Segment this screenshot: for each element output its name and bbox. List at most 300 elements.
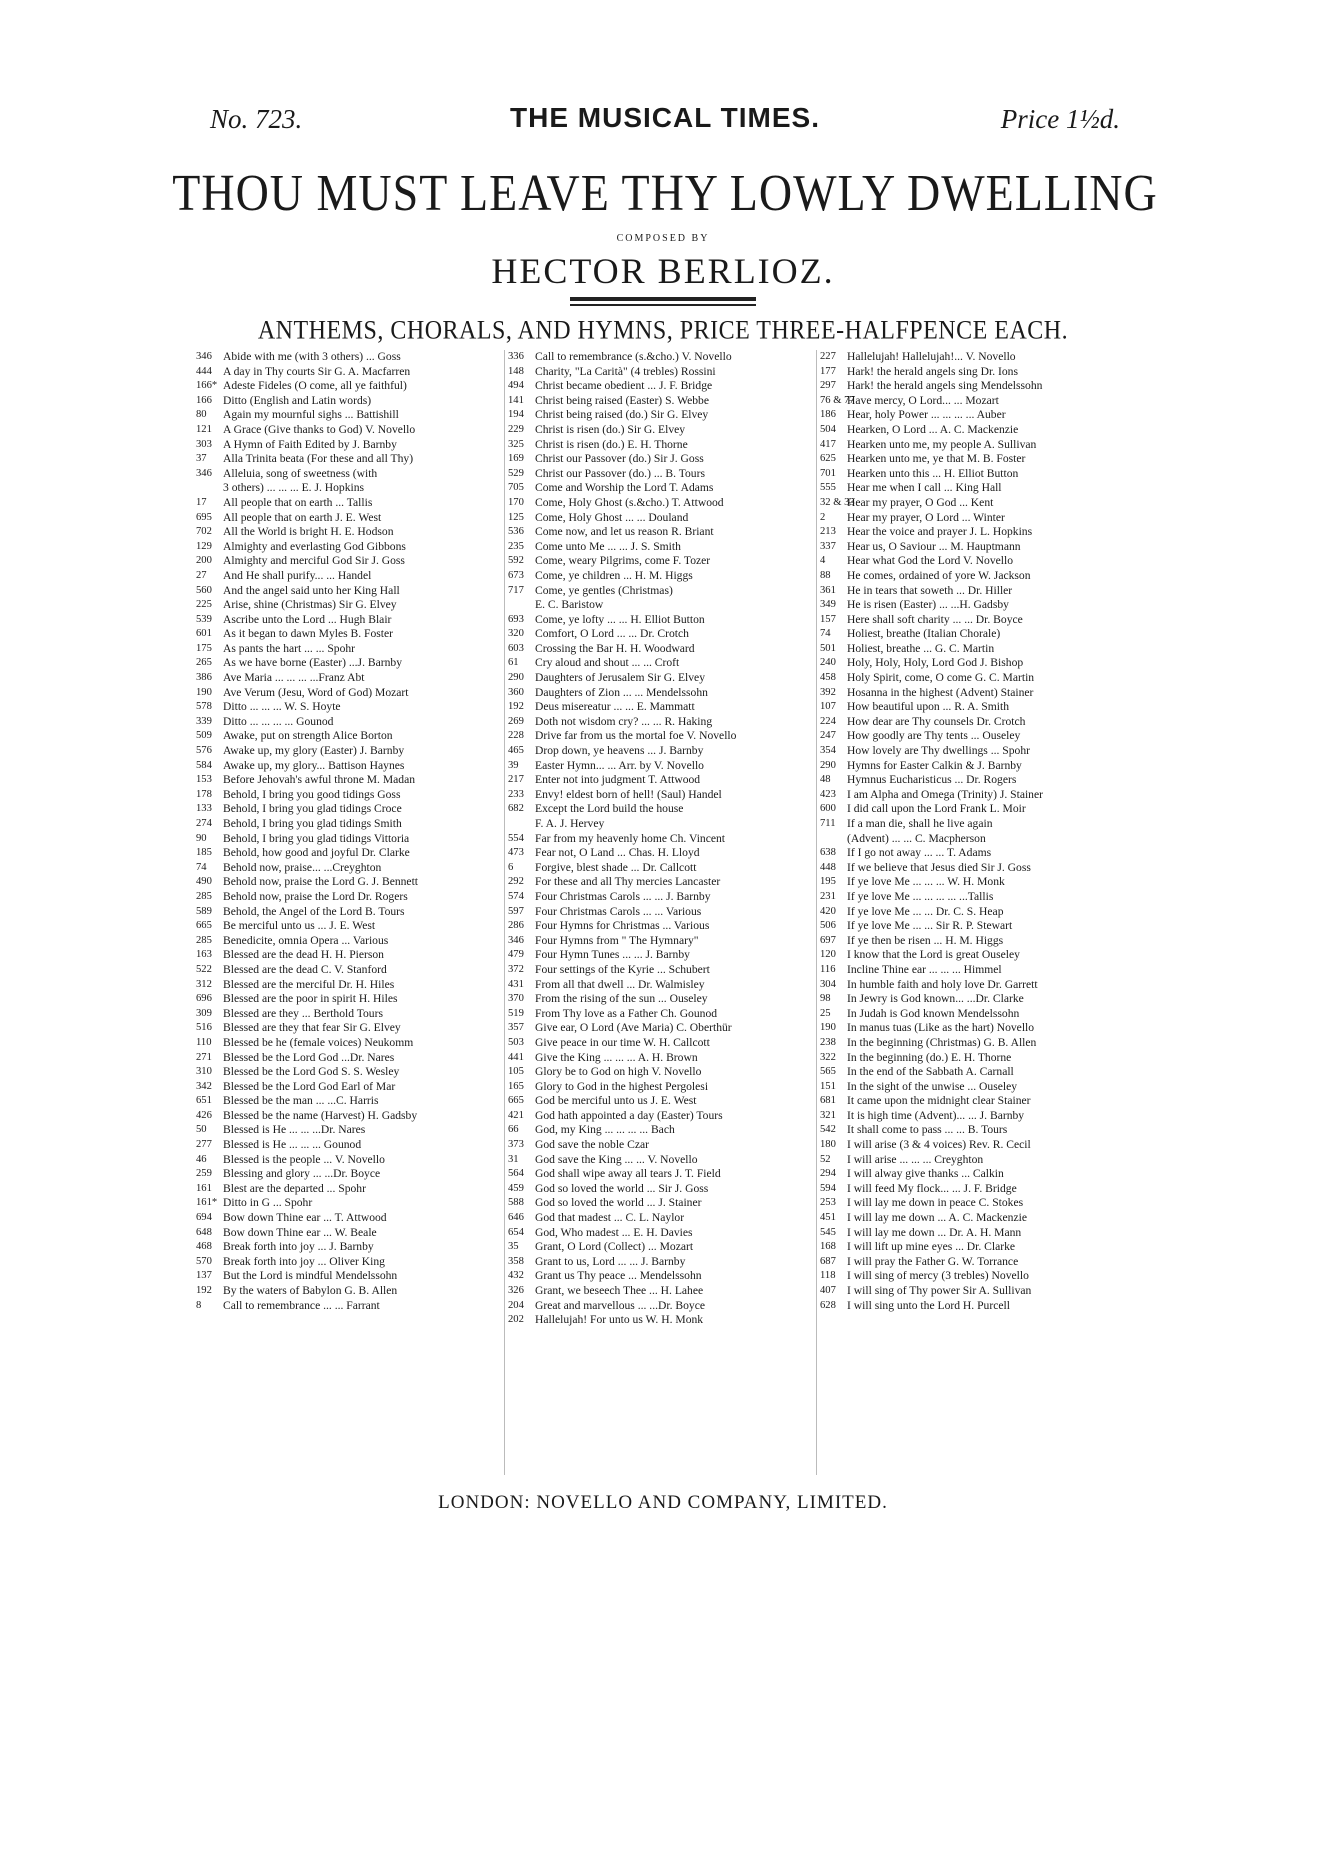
catalogue-entry (508, 1153, 814, 1168)
catalogue-entry (196, 773, 502, 788)
catalogue-entry (820, 642, 1128, 657)
catalogue-title: But the Lord is mindful Mendelssohn (223, 1269, 398, 1283)
catalogue-entry (196, 846, 502, 861)
catalogue-title: Awake up, my glory (Easter) J. Barnby (223, 744, 405, 758)
catalogue-number: 555 (820, 482, 836, 494)
catalogue-entry (196, 1094, 502, 1109)
catalogue-number: 578 (196, 701, 212, 713)
catalogue-number: 501 (820, 642, 836, 654)
catalogue-entry (508, 992, 814, 1007)
column-divider (816, 350, 817, 1475)
catalogue-title: Envy! eldest born of hell! (Saul) Handel (535, 787, 722, 801)
catalogue-number: 50 (196, 1124, 207, 1136)
catalogue-number: 169 (508, 453, 524, 465)
catalogue-entry (508, 598, 814, 613)
catalogue-title: How goodly are Thy tents ... Ouseley (847, 729, 1021, 743)
catalogue-title: Doth not wisdom cry? ... ... R. Haking (535, 714, 713, 728)
catalogue-entry (508, 1094, 814, 1109)
catalogue-entry (508, 1299, 814, 1314)
catalogue-title: Blessed is He ... ... ...Dr. Nares (223, 1123, 366, 1137)
catalogue-number: 98 (820, 993, 831, 1005)
catalogue-title: Far from my heavenly home Ch. Vincent (535, 831, 726, 845)
catalogue-number: 603 (508, 642, 524, 654)
catalogue-number: 80 (196, 409, 207, 421)
catalogue-title: Holiest, breathe (Italian Chorale) (847, 627, 1001, 641)
catalogue-entry (196, 729, 502, 744)
catalogue-entry (196, 642, 502, 657)
catalogue-number: 153 (196, 774, 212, 786)
catalogue-entry (508, 511, 814, 526)
catalogue-entry (508, 1255, 814, 1270)
catalogue-number: 277 (196, 1139, 212, 1151)
catalogue-number: 180 (820, 1139, 836, 1151)
catalogue-entry (508, 350, 814, 365)
catalogue-number: 31 (508, 1153, 519, 1165)
catalogue-number: 407 (820, 1285, 836, 1296)
catalogue-number: 665 (508, 1095, 524, 1107)
catalogue-number: 386 (196, 672, 212, 684)
catalogue-title: Hearken unto this ... H. Elliot Button (847, 466, 1019, 480)
catalogue-title: I will sing of mercy (3 trebles) Novello (847, 1269, 1029, 1283)
catalogue-title: I will lay me down ... A. C. Mackenzie (847, 1211, 1027, 1225)
catalogue-number: 392 (820, 686, 836, 698)
catalogue-entry (820, 613, 1128, 628)
catalogue-number: 465 (508, 745, 524, 757)
catalogue-title: All the World is bright H. E. Hodson (223, 525, 394, 539)
catalogue-title: Daughters of Zion ... ... Mendelssohn (535, 685, 708, 699)
divider-thick (570, 297, 756, 301)
catalogue-entry (508, 978, 814, 993)
catalogue-title: Here shall soft charity ... ... Dr. Boyce (847, 612, 1023, 626)
catalogue-entry (508, 569, 814, 584)
catalogue-title: Call to remembrance ... ... Farrant (223, 1298, 380, 1312)
catalogue-title: Christ our Passover (do.) ... B. Tours (535, 466, 705, 480)
catalogue-title: Break forth into joy ... Oliver King (223, 1254, 385, 1268)
catalogue-title: Glory be to God on high V. Novello (535, 1065, 702, 1079)
catalogue-title: He comes, ordained of yore W. Jackson (847, 568, 1031, 582)
catalogue-entry (196, 1123, 502, 1138)
catalogue-number: 178 (196, 788, 212, 800)
catalogue-number (508, 598, 535, 613)
catalogue-entry (820, 700, 1128, 715)
catalogue-number: 490 (196, 876, 212, 888)
catalogue-title: God, my King ... ... ... ... Bach (535, 1123, 675, 1137)
catalogue-title: Holiest, breathe ... G. C. Martin (847, 641, 995, 655)
catalogue-entry (196, 802, 502, 817)
catalogue-title: Easter Hymn... ... Arr. by V. Novello (535, 758, 704, 772)
catalogue-entry (820, 759, 1128, 774)
catalogue-title: Ditto (English and Latin words) (223, 393, 372, 407)
catalogue-number: 432 (508, 1270, 524, 1282)
catalogue-number: 192 (508, 701, 524, 713)
catalogue-entry (820, 1299, 1128, 1314)
catalogue-entry (196, 1167, 502, 1182)
catalogue-number: 290 (508, 672, 524, 684)
catalogue-number: 693 (508, 613, 524, 625)
catalogue-title: Give ear, O Lord (Ave Maria) C. Oberthür (535, 1021, 732, 1035)
catalogue-entry (196, 350, 502, 365)
divider-thin (570, 304, 756, 306)
catalogue-entry (820, 452, 1128, 467)
catalogue-number: 227 (820, 351, 836, 362)
catalogue-entry (196, 890, 502, 905)
catalogue-entry (196, 569, 502, 584)
catalogue-number: 120 (820, 949, 836, 961)
catalogue-entry (196, 584, 502, 599)
catalogue-title: Have mercy, O Lord... ... Mozart (847, 393, 999, 407)
catalogue-title: Hark! the herald angels sing Dr. Ions (847, 364, 1018, 378)
catalogue-entry (508, 934, 814, 949)
catalogue-number: 274 (196, 818, 212, 829)
catalogue-title: Blessed are the poor in spirit H. Hiles (223, 992, 398, 1006)
catalogue-title: Come, ye lofty ... ... H. Elliot Button (535, 612, 705, 626)
catalogue-title: Come and Worship the Lord T. Adams (535, 481, 714, 495)
column-divider (504, 350, 505, 1475)
catalogue-title: God so loved the world ... J. Stainer (535, 1196, 702, 1210)
catalogue-title: Call to remembrance (s.&cho.) V. Novello (535, 350, 732, 363)
catalogue-number: 52 (820, 1153, 831, 1165)
catalogue-entry (196, 1065, 502, 1080)
catalogue-title: A Hymn of Faith Edited by J. Barnby (223, 437, 397, 451)
catalogue-title: Hymns for Easter Calkin & J. Barnby (847, 758, 1022, 772)
catalogue-number: 701 (820, 467, 836, 479)
catalogue-entry (508, 1211, 814, 1226)
catalogue-title: God save the King ... ... V. Novello (535, 1152, 698, 1166)
catalogue-title: Hear what God the Lord V. Novello (847, 554, 1014, 568)
catalogue-title: Come unto Me ... ... J. S. Smith (535, 539, 681, 553)
catalogue-title: Behold, I bring you glad tidings Croce (223, 802, 402, 816)
catalogue-title: Hallelujah! For unto us W. H. Monk (535, 1313, 704, 1327)
catalogue-entry (196, 700, 502, 715)
catalogue-entry (820, 1211, 1128, 1226)
catalogue-title: Four Hymns for Christmas ... Various (535, 919, 710, 933)
catalogue-entry (508, 671, 814, 686)
catalogue-number: 360 (508, 686, 524, 698)
catalogue-entry (196, 1226, 502, 1241)
catalogue-entry (508, 1313, 814, 1328)
catalogue-number: 542 (820, 1124, 836, 1136)
catalogue-title: A Grace (Give thanks to God) V. Novello (223, 422, 416, 436)
catalogue-title: Break forth into joy ... J. Barnby (223, 1240, 374, 1254)
catalogue-title: Christ is risen (do.) E. H. Thorne (535, 437, 688, 451)
catalogue-entry (196, 379, 502, 394)
catalogue-title: Come, Holy Ghost ... ... Douland (535, 510, 689, 524)
catalogue-number: 638 (820, 847, 836, 859)
catalogue-entry (508, 1109, 814, 1124)
catalogue-number: 6 (508, 861, 514, 873)
catalogue-number: 694 (196, 1212, 212, 1224)
catalogue-number: 588 (508, 1197, 524, 1209)
catalogue-title: Grant, O Lord (Collect) ... Mozart (535, 1240, 694, 1254)
catalogue-number: 161* (196, 1197, 218, 1209)
catalogue-title: All people that on earth ... Tallis (223, 495, 373, 509)
catalogue-number: 370 (508, 993, 524, 1005)
catalogue-title: Benedicite, omnia Opera ... Various (223, 933, 389, 947)
catalogue-number: 564 (508, 1168, 524, 1180)
catalogue-title: If ye love Me ... ... Sir R. P. Stewart (847, 919, 1013, 933)
catalogue-entry (820, 919, 1128, 934)
catalogue-number: 373 (508, 1139, 524, 1151)
catalogue-title: Incline Thine ear ... ... ... Himmel (847, 962, 1002, 976)
catalogue-entry (508, 496, 814, 511)
catalogue-entry (508, 613, 814, 628)
catalogue-title: And He shall purify... ... Handel (223, 568, 372, 582)
catalogue-title: I will alway give thanks ... Calkin (847, 1167, 1004, 1181)
catalogue-entry (820, 948, 1128, 963)
catalogue-number: 560 (196, 584, 212, 596)
catalogue-number: 66 (508, 1124, 519, 1136)
catalogue-number: 322 (820, 1051, 836, 1063)
catalogue-title: Grant, we beseech Thee ... H. Lahee (535, 1284, 704, 1297)
catalogue-number: 337 (820, 540, 836, 552)
catalogue-number: 271 (196, 1051, 212, 1063)
catalogue-number: 121 (196, 423, 212, 435)
catalogue-number (820, 832, 847, 847)
catalogue-title: From all that dwell ... Dr. Walmisley (535, 977, 705, 991)
catalogue-title: F. A. J. Hervey (535, 817, 605, 830)
catalogue-title: It is high time (Advent)... ... J. Barnby (847, 1108, 1025, 1122)
catalogue-title: All people that on earth J. E. West (223, 510, 382, 524)
catalogue-number: 417 (820, 438, 836, 450)
catalogue-entry (508, 394, 814, 409)
catalogue-entry (196, 759, 502, 774)
catalogue-entry (196, 467, 502, 482)
catalogue-title: Blessed be the man ... ...C. Harris (223, 1094, 379, 1108)
catalogue-entry (196, 686, 502, 701)
catalogue-entry (820, 1065, 1128, 1080)
catalogue-title: If we believe that Jesus died Sir J. Goss (847, 860, 1031, 874)
catalogue-number: 509 (196, 730, 212, 742)
catalogue-title: Ditto ... ... ... W. S. Hoyte (223, 700, 341, 714)
catalogue-entry (196, 948, 502, 963)
catalogue-title: Four settings of the Kyrie ... Schubert (535, 962, 710, 976)
catalogue-number: 594 (820, 1182, 836, 1194)
catalogue-number: 285 (196, 934, 212, 946)
catalogue-entry (196, 511, 502, 526)
catalogue-entry (820, 978, 1128, 993)
catalogue-entry (508, 1284, 814, 1299)
catalogue-title: Blessed are they ... Berthold Tours (223, 1006, 383, 1020)
catalogue-title: In manus tuas (Like as the hart) Novello (847, 1021, 1035, 1035)
catalogue-title: Christ became obedient ... J. F. Bridge (535, 379, 713, 393)
catalogue-entry (196, 540, 502, 555)
catalogue-title: Alla Trinita beata (For these and all Thy) (223, 452, 414, 466)
catalogue-title: Blest are the departed ... Spohr (223, 1181, 366, 1195)
catalogue-number: 681 (820, 1095, 836, 1107)
catalogue-number: 426 (196, 1109, 212, 1121)
catalogue-entry (820, 1051, 1128, 1066)
issue-number: No. 723. (210, 104, 303, 134)
catalogue-entry (508, 1240, 814, 1255)
catalogue-number: 48 (820, 774, 831, 786)
catalogue-title: Hearken unto me, ye that M. B. Foster (847, 452, 1026, 466)
catalogue-entry (196, 1007, 502, 1022)
catalogue-entry (820, 1269, 1128, 1284)
catalogue-title: Ditto ... ... ... ... Gounod (223, 714, 334, 728)
catalogue-number: 190 (820, 1022, 836, 1034)
catalogue-number: 516 (196, 1022, 212, 1034)
catalogue-title: Comfort, O Lord ... ... Dr. Crotch (535, 627, 689, 641)
catalogue-title: I did call upon the Lord Frank L. Moir (847, 802, 1026, 816)
catalogue-number: 312 (196, 978, 212, 990)
catalogue-entry (820, 1255, 1128, 1270)
catalogue-entry (820, 1123, 1128, 1138)
catalogue-number: 565 (820, 1066, 836, 1078)
catalogue-entry (196, 438, 502, 453)
catalogue-number: 346 (196, 467, 212, 479)
catalogue-entry (508, 963, 814, 978)
catalogue-title: Ascribe unto the Lord ... Hugh Blair (223, 612, 392, 626)
catalogue-number (196, 481, 223, 496)
catalogue-number (508, 817, 535, 832)
catalogue-title: As pants the hart ... ... Spohr (223, 641, 356, 655)
catalogue-entry (820, 1226, 1128, 1241)
catalogue-title: Behold now, praise the Lord G. J. Bennett (223, 875, 419, 889)
catalogue-entry (508, 875, 814, 890)
catalogue-number: 90 (196, 832, 207, 844)
catalogue-title: Behold, I bring you good tidings Goss (223, 787, 401, 801)
catalogue-title: Drop down, ye heavens ... J. Barnby (535, 744, 704, 758)
catalogue-number: 576 (196, 745, 212, 757)
catalogue-entry (820, 1240, 1128, 1255)
catalogue-entry (820, 992, 1128, 1007)
catalogue-entry (508, 365, 814, 380)
catalogue-number: 116 (820, 963, 836, 975)
catalogue-entry (820, 802, 1128, 817)
catalogue-title: Blessed is He ... ... ... Gounod (223, 1138, 362, 1152)
catalogue-entry (820, 963, 1128, 978)
catalogue-title: I know that the Lord is great Ouseley (847, 948, 1020, 962)
catalogue-title: Blessing and glory ... ...Dr. Boyce (223, 1167, 381, 1181)
catalogue-title: In humble faith and holy love Dr. Garrett (847, 977, 1038, 991)
catalogue-number: 479 (508, 949, 524, 961)
catalogue-number: 321 (820, 1109, 836, 1121)
catalogue-title: Behold, how good and joyful Dr. Clarke (223, 846, 410, 860)
catalogue-number: 125 (508, 511, 524, 523)
catalogue-entry (820, 1007, 1128, 1022)
catalogue-title: How beautiful upon ... R. A. Smith (847, 700, 1009, 714)
catalogue-number: 37 (196, 453, 207, 465)
catalogue-number: 303 (196, 438, 212, 450)
catalogue-number: 228 (508, 730, 524, 742)
catalogue-title: Blessed be the Lord God ...Dr. Nares (223, 1050, 395, 1064)
catalogue-number: 265 (196, 657, 212, 669)
catalogue-title: Hear the voice and prayer J. L. Hopkins (847, 525, 1033, 539)
catalogue-entry (820, 729, 1128, 744)
catalogue-entry (508, 1021, 814, 1036)
journal-name: THE MUSICAL TIMES. (510, 102, 820, 133)
catalogue-number: 166* (196, 380, 218, 392)
catalogue-title: Hear my prayer, O Lord ... Winter (847, 510, 1005, 524)
catalogue-entry (820, 656, 1128, 671)
catalogue-entry (196, 656, 502, 671)
catalogue-number: 695 (196, 511, 212, 523)
catalogue-column-1 (196, 350, 502, 1313)
composer-name: HECTOR BERLIOZ. (491, 251, 835, 291)
catalogue-entry (820, 671, 1128, 686)
catalogue-title: I will lay me down ... Dr. A. H. Mann (847, 1225, 1022, 1239)
catalogue-title: Holy Spirit, come, O come G. C. Martin (847, 671, 1035, 685)
catalogue-title: Come, ye children ... H. M. Higgs (535, 568, 693, 582)
page-title: THOU MUST LEAVE THY LOWLY DWELLING (172, 163, 1158, 222)
catalogue-title: God be merciful unto us J. E. West (535, 1094, 697, 1108)
catalogue-title: By the waters of Babylon G. B. Allen (223, 1284, 398, 1297)
catalogue-number: 186 (820, 409, 836, 421)
catalogue-title: I will lift up mine eyes ... Dr. Clarke (847, 1240, 1016, 1254)
catalogue-number: 697 (820, 934, 836, 946)
catalogue-title: Blessed are the merciful Dr. H. Hiles (223, 977, 395, 991)
running-header (210, 100, 1120, 140)
catalogue-entry (508, 802, 814, 817)
catalogue-number: 361 (820, 584, 836, 596)
catalogue-title: Almighty and everlasting God Gibbons (223, 539, 406, 553)
catalogue-entry (196, 365, 502, 380)
catalogue-entry (820, 481, 1128, 496)
catalogue-title: And the angel said unto her King Hall (223, 583, 400, 597)
catalogue-number: 597 (508, 905, 524, 917)
catalogue-number: 39 (508, 759, 519, 771)
catalogue-entry (508, 759, 814, 774)
catalogue-number: 536 (508, 526, 524, 538)
catalogue-title: Before Jehovah's awful throne M. Madan (223, 773, 416, 787)
catalogue-number: 110 (196, 1036, 212, 1048)
catalogue-entry (508, 1226, 814, 1241)
catalogue-entry (508, 1269, 814, 1284)
catalogue-title: Hear my prayer, O God ... Kent (847, 495, 994, 509)
catalogue-title: E. C. Baristow (535, 598, 604, 612)
catalogue-entry (508, 1065, 814, 1080)
catalogue-entry (820, 496, 1128, 511)
catalogue-title: Ditto in G ... Spohr (223, 1196, 313, 1210)
catalogue-title: Adeste Fideles (O come, all ye faithful) (223, 379, 407, 393)
catalogue-entry (508, 554, 814, 569)
catalogue-entry (196, 1021, 502, 1036)
catalogue-title: Glory to God in the highest Pergolesi (535, 1079, 709, 1093)
catalogue-entry (508, 1123, 814, 1138)
catalogue-entry (508, 788, 814, 803)
catalogue-entry (508, 1051, 814, 1066)
catalogue-number: 151 (820, 1080, 836, 1092)
catalogue-entry (196, 496, 502, 511)
catalogue-entry (196, 452, 502, 467)
catalogue-title: If I go not away ... ... T. Adams (847, 846, 992, 860)
catalogue-title: Behold, I bring you glad tidings Vittoria (223, 831, 410, 845)
catalogue-title: As it began to dawn Myles B. Foster (223, 627, 394, 641)
catalogue-number: 137 (196, 1270, 212, 1282)
catalogue-entry (820, 686, 1128, 701)
catalogue-title: God so loved the world ... Sir J. Goss (535, 1181, 709, 1195)
catalogue-title: I will pray the Father G. W. Torrance (847, 1254, 1019, 1268)
catalogue-entry (508, 467, 814, 482)
catalogue-entry (820, 627, 1128, 642)
catalogue-title: Blessed be the Lord God S. S. Wesley (223, 1065, 400, 1079)
catalogue-title: Christ our Passover (do.) Sir J. Goss (535, 452, 704, 466)
catalogue-title: A day in Thy courts Sir G. A. Macfarren (223, 364, 411, 378)
catalogue-number: 259 (196, 1168, 212, 1180)
catalogue-number: 4 (820, 555, 826, 567)
catalogue-entry (196, 1109, 502, 1124)
catalogue-title: Abide with me (with 3 others) ... Goss (223, 350, 401, 363)
catalogue-entry (508, 1182, 814, 1197)
catalogue-title: Awake up, my glory... Battison Haynes (223, 758, 405, 772)
catalogue-title: Enter not into judgment T. Attwood (535, 773, 701, 787)
catalogue-entry (820, 554, 1128, 569)
catalogue-title: Come now, and let us reason R. Briant (535, 525, 714, 539)
catalogue-number: 539 (196, 613, 212, 625)
catalogue-entry (196, 978, 502, 993)
catalogue-number: 141 (508, 394, 524, 406)
catalogue-title: Come, Holy Ghost (s.&cho.) T. Attwood (535, 495, 724, 509)
